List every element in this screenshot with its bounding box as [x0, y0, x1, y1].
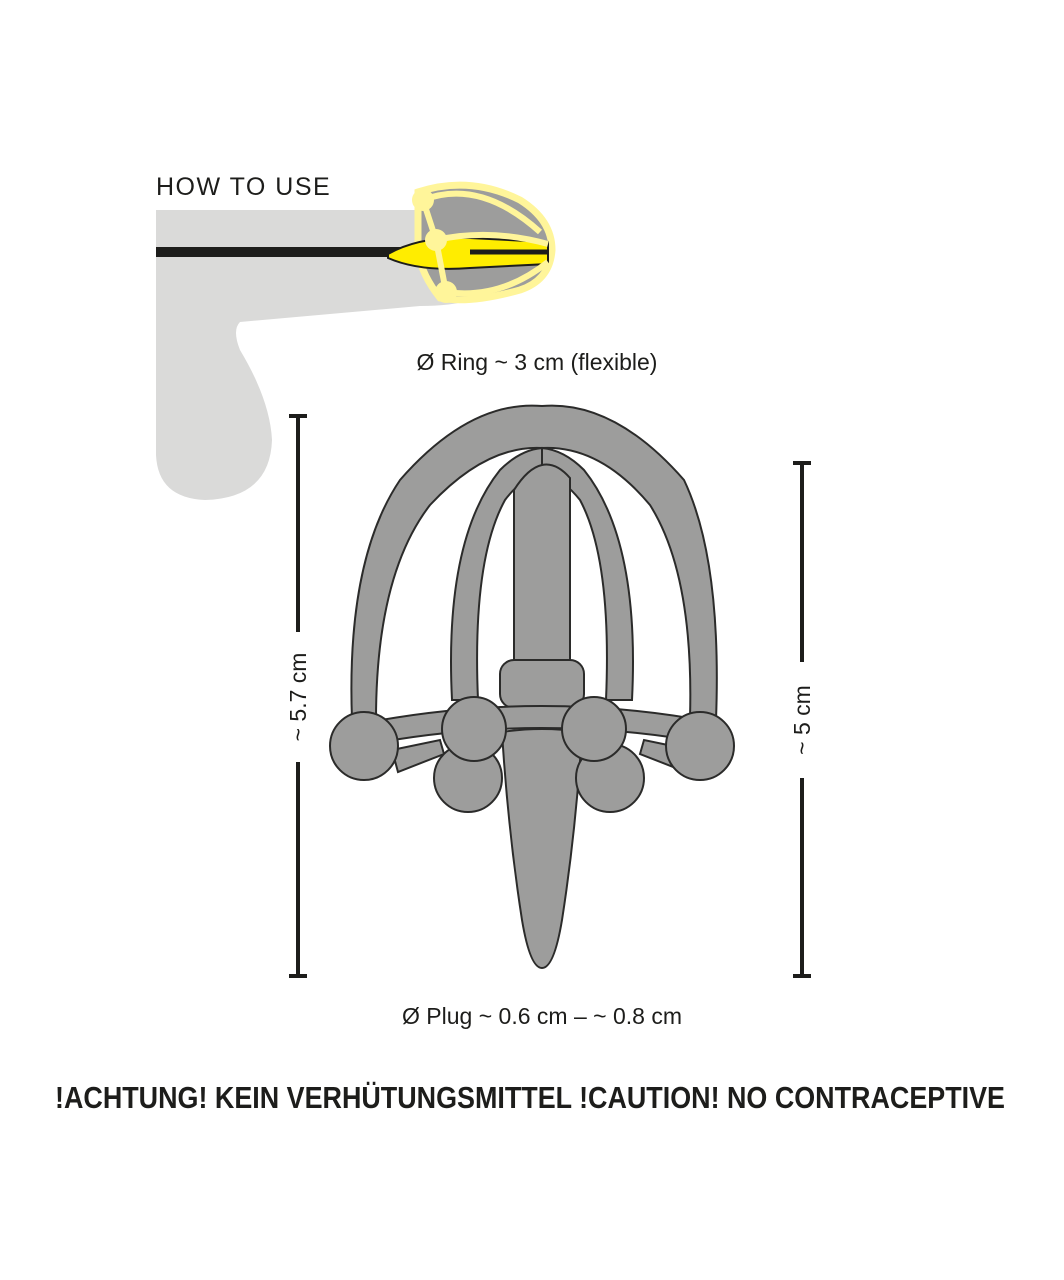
device-plug — [502, 729, 582, 968]
device-rod-collar — [500, 660, 584, 708]
warning-text: !ACHTUNG! KEIN VERHÜTUNGSMITTEL !CAUTION! NO CONTRACEPTIVE — [55, 1080, 1005, 1115]
usage-ring-bead — [412, 189, 434, 211]
plug-diameter-label: Ø Plug ~ 0.6 cm – ~ 0.8 cm — [402, 1003, 682, 1029]
ring-diameter-label: Ø Ring ~ 3 cm (flexible) — [416, 349, 658, 375]
how-to-use-heading: HOW TO USE — [156, 173, 332, 201]
device-bead-front-1 — [330, 712, 398, 780]
usage-ring-bead — [425, 229, 447, 251]
device-central-rod — [514, 465, 570, 662]
device-bead-front-3 — [562, 697, 626, 761]
device-bead-front-4 — [666, 712, 734, 780]
device-bead-front-2 — [442, 697, 506, 761]
usage-ring-bead — [435, 281, 457, 303]
height-label-left: ~ 5.7 cm — [285, 652, 311, 742]
device-drawing — [330, 406, 734, 968]
height-label-right: ~ 5 cm — [789, 685, 815, 755]
